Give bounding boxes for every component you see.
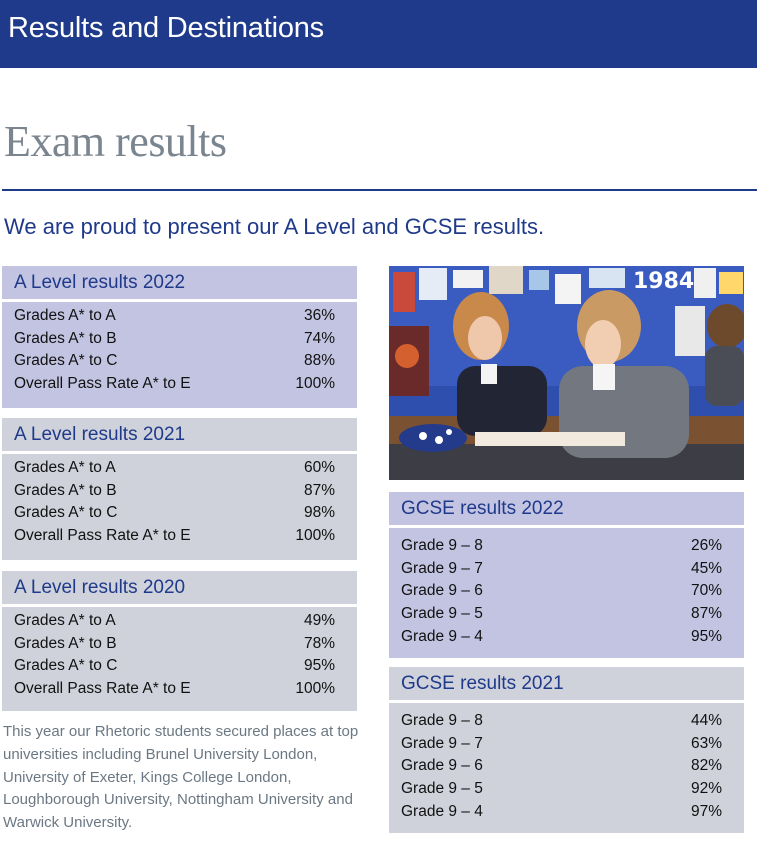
table-row <box>14 480 345 503</box>
row-value: 92% <box>690 780 722 798</box>
row-label: Overall Pass Rate A* to E <box>14 680 191 698</box>
row-label: Grades A* to A <box>14 459 116 476</box>
row-value: 63% <box>690 734 722 752</box>
table-row <box>401 558 732 581</box>
table-row <box>14 525 345 548</box>
row-value: 82% <box>690 757 722 775</box>
row-label: Grades A* to B <box>14 329 117 347</box>
destinations-text: This year our Rhetoric students secured places at top universities including Brunel University London, University of Exeter, Kings College London, Loughborough University, Nottingham University and Warwick University. <box>3 723 359 832</box>
row-value: 26% <box>690 537 722 554</box>
a-level-results-2022 <box>2 266 357 408</box>
row-label: Grade 9 – 4 <box>401 802 483 820</box>
row-value: 49% <box>303 612 335 629</box>
intro-text: We are proud to present our A Level and GCSE results. <box>4 214 545 239</box>
table-row <box>401 801 732 824</box>
gcse-results-2022 <box>389 492 744 658</box>
row-label: Grade 9 – 8 <box>401 712 483 729</box>
table-row <box>14 373 345 396</box>
table-row <box>401 580 732 603</box>
row-value: 88% <box>303 352 335 370</box>
panel-title: A Level results 2022 <box>2 266 357 299</box>
row-label: Grades A* to A <box>14 307 116 324</box>
a-level-results-2021 <box>2 418 357 560</box>
classroom-photo <box>389 266 744 480</box>
table-row <box>401 733 732 756</box>
table-row <box>401 755 732 778</box>
row-value: 97% <box>690 802 722 820</box>
header-title: Results and Destinations <box>8 12 324 44</box>
row-value: 87% <box>690 605 722 623</box>
row-label: Grades A* to C <box>14 657 118 675</box>
table-row <box>14 502 345 525</box>
row-label: Overall Pass Rate A* to E <box>14 375 191 393</box>
row-value: 44% <box>690 712 722 729</box>
table-row <box>401 710 732 733</box>
row-value: 60% <box>303 459 335 476</box>
table-row <box>401 778 732 801</box>
table-row <box>14 655 345 678</box>
header-banner <box>0 0 757 68</box>
table-row <box>14 350 345 373</box>
a-level-results-2020 <box>2 571 357 711</box>
table-row <box>14 328 345 351</box>
row-label: Grade 9 – 6 <box>401 582 483 600</box>
wall-year-text: 1984 <box>633 269 695 294</box>
panel-title: GCSE results 2021 <box>389 667 744 700</box>
row-label: Grades A* to B <box>14 481 117 499</box>
row-value: 45% <box>690 559 722 577</box>
table-row <box>14 610 345 633</box>
row-label: Grade 9 – 8 <box>401 537 483 554</box>
panel-title: A Level results 2020 <box>2 571 357 604</box>
table-row <box>14 678 345 701</box>
row-value: 74% <box>303 329 335 347</box>
row-label: Grade 9 – 5 <box>401 780 483 798</box>
row-label: Grade 9 – 5 <box>401 605 483 623</box>
row-label: Grades A* to C <box>14 352 118 370</box>
table-row <box>401 603 732 626</box>
page-title: Exam results <box>4 117 227 166</box>
gcse-results-2021 <box>389 667 744 833</box>
row-label: Grades A* to C <box>14 504 118 522</box>
row-value: 100% <box>295 680 335 698</box>
row-label: Grade 9 – 6 <box>401 757 483 775</box>
row-value: 100% <box>295 375 335 393</box>
table-row <box>14 457 345 480</box>
title-divider <box>2 189 757 191</box>
row-value: 95% <box>303 657 335 675</box>
row-label: Grade 9 – 4 <box>401 627 483 645</box>
panel-title: GCSE results 2022 <box>389 492 744 525</box>
table-row <box>401 535 732 558</box>
row-label: Overall Pass Rate A* to E <box>14 527 191 545</box>
table-row <box>14 305 345 328</box>
row-value: 36% <box>303 307 335 324</box>
row-value: 98% <box>303 504 335 522</box>
row-label: Grade 9 – 7 <box>401 559 483 577</box>
row-value: 78% <box>303 634 335 652</box>
row-value: 100% <box>295 527 335 545</box>
row-value: 95% <box>690 627 722 645</box>
table-row <box>14 633 345 656</box>
row-label: Grades A* to B <box>14 634 117 652</box>
table-row <box>401 626 732 649</box>
row-label: Grades A* to A <box>14 612 116 629</box>
row-label: Grade 9 – 7 <box>401 734 483 752</box>
panel-title: A Level results 2021 <box>2 418 357 451</box>
row-value: 87% <box>303 481 335 499</box>
row-value: 70% <box>690 582 722 600</box>
